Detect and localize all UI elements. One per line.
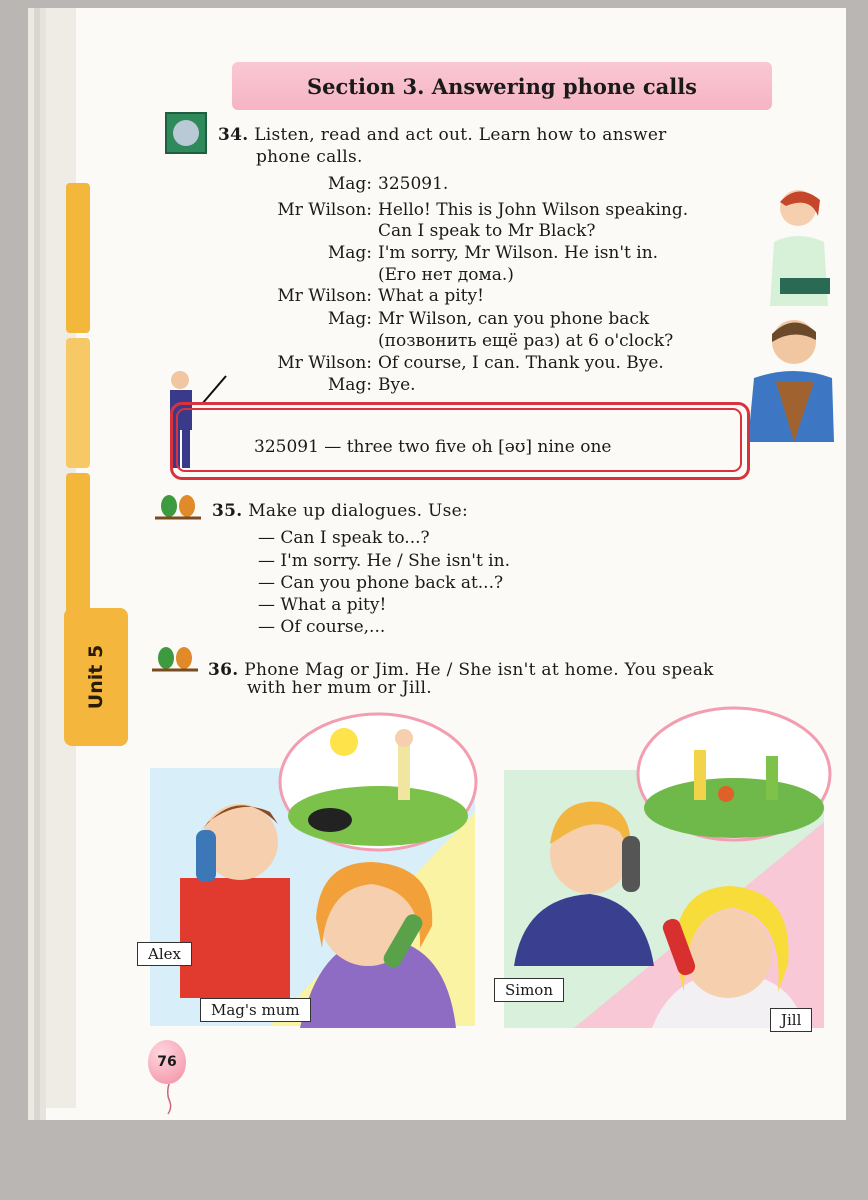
label-simon: Simon [494, 978, 564, 1002]
mr-wilson-illustration [742, 312, 834, 442]
page-number: 76 [157, 1054, 177, 1070]
phrase-item: — What a pity! [258, 595, 387, 615]
phone-number-reading: 325091 — three two five oh [əʊ] nine one [254, 437, 612, 457]
ex34-number: 34. [218, 125, 249, 145]
dialogue-line: (позвонить ещё раз) at 6 o'clock? [378, 331, 674, 351]
ex35-number: 35. [212, 501, 243, 521]
phrase-item: — Can you phone back at...? [258, 573, 504, 593]
dialogue-line: What a pity! [378, 286, 484, 306]
ex35-instruction-text: Make up dialogues. Use: [248, 501, 469, 521]
dialogue-line: Hello! This is John Wilson speaking. [378, 200, 689, 220]
phrase-item: — Can I speak to...? [258, 528, 430, 548]
parrots-icon [152, 642, 198, 676]
unit-tab[interactable] [64, 608, 128, 746]
dialogue-line: Can I speak to Mr Black? [378, 221, 596, 241]
alex-and-mum-illustration [150, 712, 480, 1030]
speaker-mr-wilson: Mr Wilson: [277, 200, 372, 220]
speaker-mag: Mag: [327, 174, 372, 194]
girl-on-phone-illustration [760, 186, 840, 306]
page-tab [66, 473, 90, 613]
balloon-string [166, 1084, 172, 1114]
dialogue-line: I'm sorry, Mr Wilson. He isn't in. [378, 243, 659, 263]
speaker-mr-wilson: Mr Wilson: [277, 286, 372, 306]
section-title-text: Section 3. Answering phone calls [306, 73, 697, 99]
speaker-mag: Mag: [327, 309, 372, 329]
dialogue-line: Bye. [378, 375, 416, 395]
speaker-mag: Mag: [327, 375, 372, 395]
ex34-instruction-line2: phone calls. [256, 147, 363, 167]
ex36-instruction-line2: with her mum or Jill. [247, 678, 432, 698]
phrase-item: — Of course,... [258, 617, 386, 637]
dialogue-line: 325091. [378, 174, 449, 194]
dialogue-line: Mr Wilson, can you phone back [378, 309, 650, 329]
dialogue-line: (Его нет дома.) [378, 265, 514, 285]
section-title [232, 62, 772, 110]
label-alex: Alex [137, 942, 192, 966]
ex35-instruction [212, 500, 468, 522]
label-mags-mum: Mag's mum [200, 998, 311, 1022]
page-tab [66, 338, 90, 468]
speaker-mr-wilson: Mr Wilson: [277, 353, 372, 373]
page-tab [66, 183, 90, 333]
ex34-instruction-line1: Listen, read and act out. Learn how to answer [254, 125, 667, 145]
phrase-item: — I'm sorry. He / She isn't in. [258, 551, 510, 571]
ex34-instruction [218, 124, 667, 146]
ex36-instruction-line1: Phone Mag or Jim. He / She isn't at home. You speak [244, 660, 714, 680]
dialogue-line: Of course, I can. Thank you. Bye. [378, 353, 664, 373]
parrots-icon [155, 490, 201, 524]
label-jill: Jill [770, 1008, 812, 1032]
page-number-balloon [148, 1040, 186, 1084]
ex36-number: 36. [208, 660, 239, 680]
unit-tab-label: Unit 5 [85, 644, 108, 710]
speaker-mag: Mag: [327, 243, 372, 263]
listen-icon [165, 112, 207, 154]
